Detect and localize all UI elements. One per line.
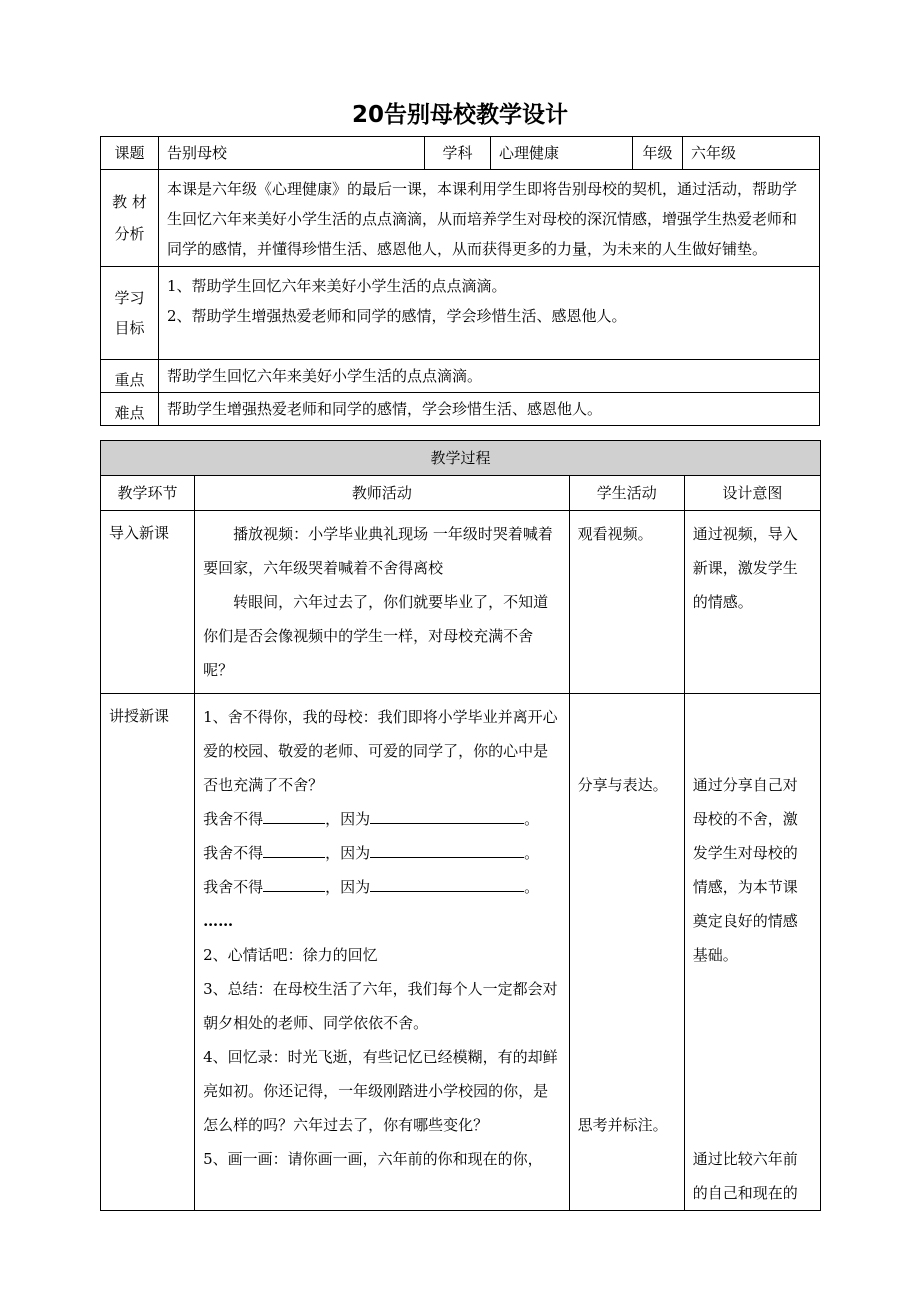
grade-value: 六年级 (683, 137, 820, 170)
goals-label-line-2: 目标 (114, 319, 145, 337)
lecture-ellipsis: …… (203, 912, 234, 930)
fill-line-1 (203, 802, 561, 836)
intro-teacher-p1: 播放视频：小学毕业典礼现场 一年级时哭着喊着要回家，六年级哭着喊着不舍得离校 (203, 525, 553, 577)
analysis-label-line-2: 分析 (114, 225, 145, 243)
analysis-label (101, 170, 159, 267)
topic-value: 告别母校 (159, 137, 425, 170)
intro-row (101, 511, 821, 694)
fill-2-a: 我舍不得 (203, 844, 264, 862)
process-header: 教学过程 (101, 441, 821, 476)
col-teacher-header: 教师活动 (195, 476, 570, 511)
key-point-row (101, 360, 820, 393)
fill-1-a: 我舍不得 (203, 810, 264, 828)
lecture-intent (684, 694, 820, 1211)
intro-intent: 通过视频，导入新课，激发学生的情感。 (684, 511, 820, 694)
column-header-row (101, 476, 821, 511)
goal-2: 2、帮助学生增强热爱老师和同学的感情，学会珍惜生活、感恩他人。 (167, 307, 627, 325)
lecture-student-2: 思考并标注。 (577, 1116, 668, 1134)
lecture-student-1: 分享与表达。 (577, 776, 668, 794)
lecture-item-1: 1、舍不得你，我的母校：我们即将小学毕业并离开心爱的校园、敬爱的老师、可爱的同学了，你的心中是否也充满了不舍？ (203, 708, 558, 794)
fill-2-blank-1 (263, 856, 325, 858)
col-student-header: 学生活动 (569, 476, 684, 511)
col-intent-header: 设计意图 (684, 476, 820, 511)
fill-2-b: ，因为 (325, 844, 371, 862)
analysis-row (101, 170, 820, 267)
goals-label (101, 267, 159, 360)
key-point-label: 重点 (101, 360, 159, 393)
topic-label: 课题 (101, 137, 159, 170)
difficult-point-row (101, 393, 820, 426)
fill-3-blank-2 (370, 890, 524, 892)
fill-1-b: ，因为 (325, 810, 371, 828)
goals-cell (159, 267, 820, 360)
fill-line-2 (203, 836, 561, 870)
goal-1: 1、帮助学生回忆六年来美好小学生活的点点滴滴。 (167, 277, 507, 295)
fill-3-b: ，因为 (325, 878, 371, 896)
lecture-row (101, 694, 821, 1211)
subject-value: 心理健康 (491, 137, 633, 170)
grade-label: 年级 (633, 137, 683, 170)
intro-teacher-p2: 转眼间，六年过去了，你们就要毕业了，不知道你们是否会像视频中的学生一样，对母校充满不舍呢？ (203, 593, 549, 679)
intro-student: 观看视频。 (569, 511, 684, 694)
lecture-intent-2: 通过比较六年前的自己和现在的 (692, 1150, 798, 1202)
lecture-intent-1: 通过分享自己对母校的不舍，激发学生对母校的情感，为本节课奠定良好的情感基础。 (692, 776, 798, 964)
lecture-item-5: 5、画一画：请你画一画，六年前的你和现在的你， (203, 1150, 543, 1168)
fill-line-3 (203, 870, 561, 904)
lecture-item-2: 2、心情话吧：徐力的回忆 (203, 946, 378, 964)
document-title: 20告别母校教学设计 (351, 102, 568, 128)
fill-1-blank-1 (263, 822, 325, 824)
analysis-label-line-1: 教 材 (112, 193, 147, 211)
lecture-stage: 讲授新课 (101, 694, 195, 1211)
key-point-text: 帮助学生回忆六年来美好小学生活的点点滴滴。 (159, 360, 820, 393)
intro-teacher (195, 511, 570, 694)
lecture-item-3: 3、总结：在母校生活了六年，我们每个人一定都会对朝夕相处的老师、同学依依不舍。 (203, 980, 558, 1032)
intro-stage: 导入新课 (101, 511, 195, 694)
lecture-student (569, 694, 684, 1211)
goals-label-line-1: 学习 (114, 289, 145, 307)
fill-3-end: 。 (524, 878, 540, 896)
lesson-info-table (100, 136, 820, 426)
fill-2-end: 。 (524, 844, 540, 862)
fill-3-blank-1 (263, 890, 325, 892)
process-header-row (101, 441, 821, 476)
col-stage-header: 教学环节 (101, 476, 195, 511)
goals-row (101, 267, 820, 360)
teaching-process-table (100, 440, 821, 1211)
analysis-text: 本课是六年级《心理健康》的最后一课，本课利用学生即将告别母校的契机，通过活动，帮助学生回忆六年来美好小学生活的点点滴滴，从而培养学生对母校的深沉情感，增强学生热爱老师和同学的感情，并懂得珍惜生活、感恩他人，从而获得更多的力量，为未来的人生做好铺垫。 (159, 170, 820, 267)
fill-3-a: 我舍不得 (203, 878, 264, 896)
topic-row (101, 137, 820, 170)
fill-1-end: 。 (524, 810, 540, 828)
difficult-point-text: 帮助学生增强热爱老师和同学的感情，学会珍惜生活、感恩他人。 (159, 393, 820, 426)
fill-2-blank-2 (370, 856, 524, 858)
subject-label: 学科 (425, 137, 491, 170)
fill-1-blank-2 (370, 822, 524, 824)
lecture-item-4: 4、回忆录：时光飞逝，有些记忆已经模糊，有的却鲜亮如初。你还记得，一年级刚踏进小学校园的你，是怎么样的吗？六年过去了，你有哪些变化？ (203, 1048, 558, 1134)
lecture-teacher (195, 694, 570, 1211)
difficult-point-label: 难点 (101, 393, 159, 426)
